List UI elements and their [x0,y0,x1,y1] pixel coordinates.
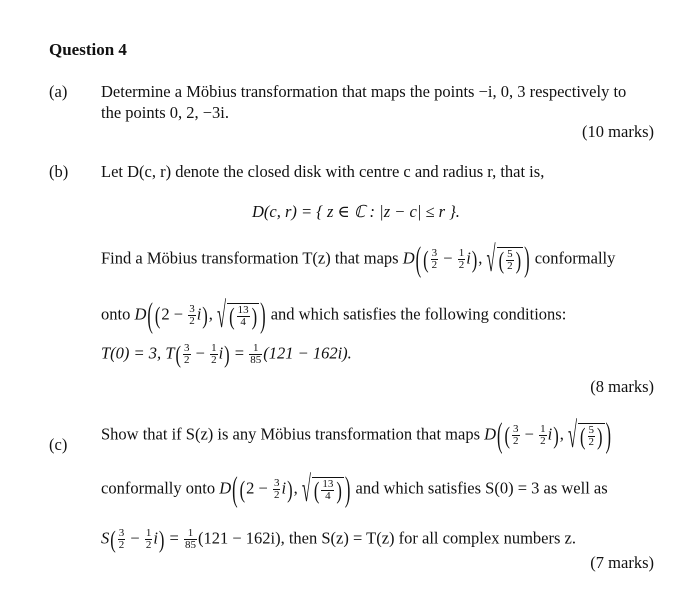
part-c-marks: (7 marks) [590,553,654,572]
fraction-3-2: $\frac{3}{2}$ [189,303,195,327]
conformally-onto-text: conformally onto [101,478,216,498]
show-text: Show that if S(z) is any Möbius transformation that maps [101,424,480,444]
disk-symbol: D [402,248,415,268]
sqrt-icon: √ [301,467,311,510]
part-b-conditions: T(0) = 3, T( $\frac{3}{2}$ − $\frac{1}{2}$ i) = $\frac{1}{85}$ (121 − 162i). [101,340,352,368]
sqrt-radicand: ( $\frac{5}{2}$ ) [498,246,522,274]
question-title: Question 4 [49,40,127,59]
s-value-conclusion: (121 − 162i), then S(z) = T(z) for all complex numbers z. [197,528,576,548]
conditions-text: and which satisfies the following conditions: [270,304,567,324]
part-a-line1: Determine a Möbius transformation that maps the points −i, 0, 3 respectively to [101,82,627,101]
sqrt-icon: √ [217,293,227,336]
part-c-show-line: Show that if S(z) is any Möbius transformation that maps D( ( $\frac{3}{2}$ − $\frac{1}{2}$ i), √ ( $\frac{5}{2}$ ) ) [101,423,612,448]
part-a-line2: the points 0, 2, −3i. [101,103,230,122]
part-a-label: (a) [49,82,68,101]
part-a-marks: (10 marks) [582,122,654,141]
satisfies-text: and which satisfies S(0) = 3 as well as [355,478,608,498]
part-c-label: (c) [49,435,68,454]
t0-condition: T(0) = 3, [101,343,162,363]
fraction-1-2: $\frac{1}{2}$ [458,247,465,271]
part-b-onto-line: onto D( (2 − $\frac{3}{2}$ i), √ ( $\frac{13}{4}$ ) ) and which satisfies the following conditions: [101,303,566,328]
onto-text: onto [101,304,131,324]
conformally-text: conformally [534,248,616,268]
sqrt-radicand: ( $\frac{13}{4}$ ) [229,302,258,330]
part-c-onto-line: conformally onto D( (2 − $\frac{3}{2}$ i), √ ( $\frac{13}{4}$ ) ) and which satisfies S(0) = 3 as well as [101,477,608,502]
fraction-1-85: $\frac{1}{85}$ [250,342,262,366]
part-c-conclusion: S( $\frac{3}{2}$ − $\frac{1}{2}$ i) = $\frac{1}{85}$ (121 − 162i), then S(z) = T(z) for all complex numbers z. [101,525,576,553]
fraction-3-2: $\frac{3}{2}$ [431,247,438,271]
find-text: Find a Möbius transformation T(z) that maps [101,248,399,268]
part-b-intro: Let D(c, r) denote the closed disk with centre c and radius r, that is, [101,162,545,181]
sqrt-icon: √ [567,413,578,456]
disk-set-definition: D(c, r) = { z ∈ ℂ : |z − c| ≤ r }. [252,202,460,221]
part-b-label: (b) [49,162,69,181]
part-b-marks: (8 marks) [590,377,654,396]
t-value: (121 − 162i). [263,343,352,363]
part-b-find-line: Find a Möbius transformation T(z) that maps D( ( $\frac{3}{2}$ − $\frac{1}{2}$ i), √ ( $\frac{5}{2}$ ) ) conformally [101,247,615,272]
sqrt-icon: √ [486,237,496,280]
